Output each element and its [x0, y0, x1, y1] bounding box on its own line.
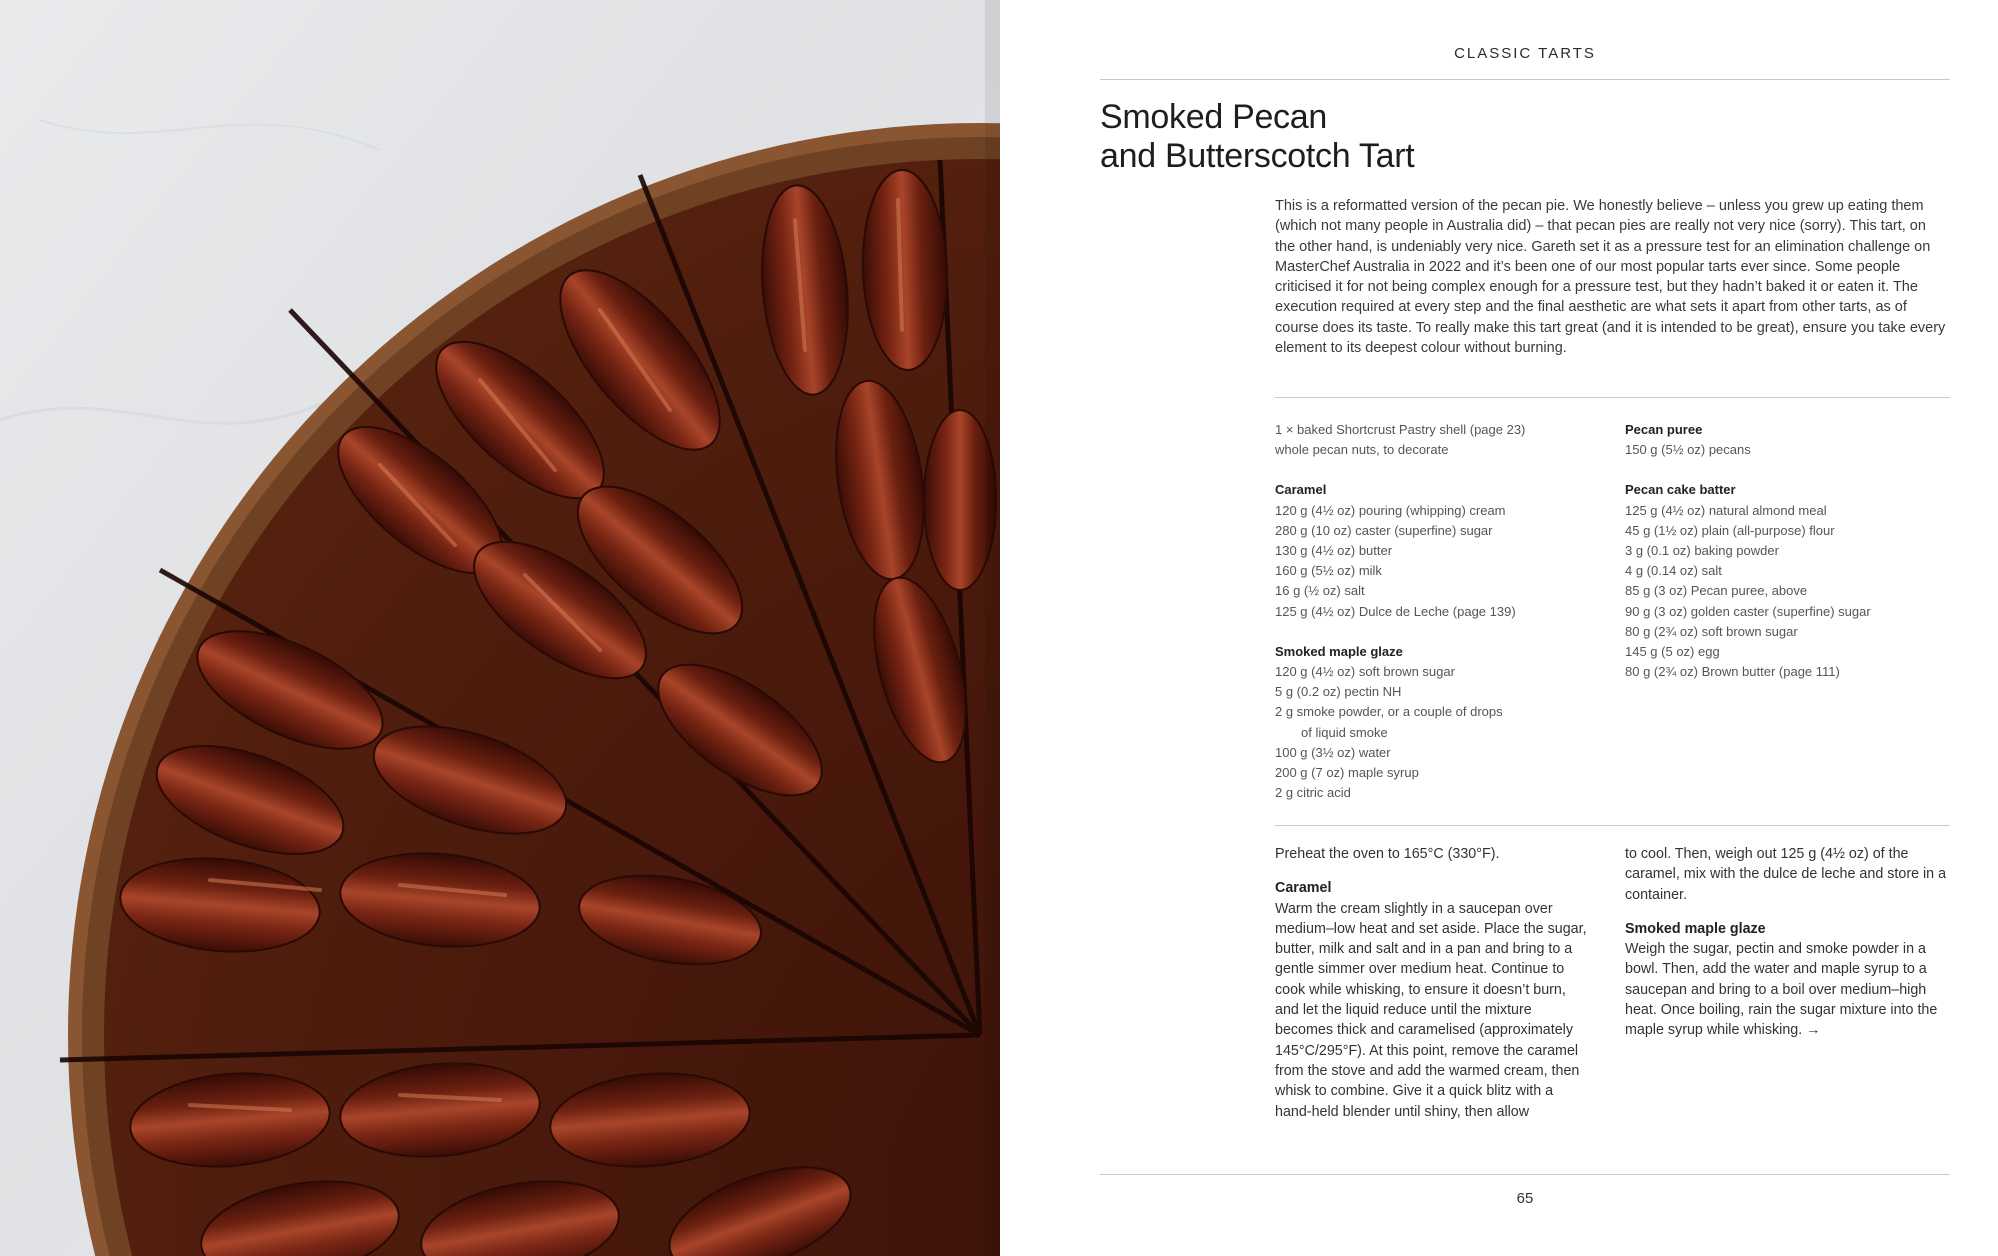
method-glaze-text: Weigh the sugar, pectin and smoke powder in a bowl. Then, add the water and maple syrup to a saucepan and bring to a boil over medium–high heat. Once boiling, rain the sugar mixture into the maple syrup while whisking. → — [1625, 941, 1938, 1039]
running-header: CLASSIC TARTS — [1454, 45, 1596, 62]
recipe-intro: This is a reformatted version of the pecan pie. We honestly believe – unless you grew up eating them (which not many people in Australia did) – that pecan pies are really not very nice (sorry). This tart, on the other hand, is undeniably very nice. Gareth set it as a pressure test for an elimination challenge on MasterChef Australia in 2022 and it’s been one of our most popular tarts ever since. Some people criticised it for not being complex enough for a pressure test, but they hadn’t baked it or eaten it. The execution required at every step and the final aesthetic are what sets it apart from other tarts, as of course does its taste. To really make this tart great (and it is intended to be great), ensure you take every element to its deepest colour without burning. — [1275, 198, 1946, 357]
ingredient-line: 125 g (4½ oz) Dulce de Leche (page 139) — [1275, 603, 1516, 619]
footer-rule — [1100, 1174, 1950, 1175]
ingredient-line: 1 × baked Shortcrust Pastry shell (page 23) — [1275, 422, 1526, 437]
ingredient-line: 150 g (5½ oz) pecans — [1625, 442, 1751, 458]
header-rule — [1100, 79, 1950, 80]
ingredient-line: 120 g (4½ oz) soft brown sugar — [1275, 664, 1455, 680]
ingredients-left-column — [1275, 420, 1605, 823]
recipe-page — [1000, 0, 1998, 1256]
ingredient-group-heading: Smoked maple glaze — [1275, 643, 1403, 659]
batter-ingredients — [1625, 480, 1950, 682]
ingredient-line: 280 g (10 oz) caster (superfine) sugar — [1275, 522, 1493, 538]
base-ingredients — [1275, 420, 1605, 460]
preheat-step: Preheat the oven to 165°C (330°F). — [1275, 846, 1500, 862]
method-heading-glaze: Smoked maple glaze — [1625, 920, 1766, 937]
title-line-2: and Butterscotch Tart — [1100, 137, 1415, 175]
ingredient-line: 2 g smoke powder, or a couple of drops — [1275, 704, 1503, 720]
method-heading-caramel: Caramel — [1275, 880, 1332, 897]
ingredient-line: of liquid smoke — [1301, 724, 1388, 740]
ingredient-line: 85 g (3 oz) Pecan puree, above — [1625, 583, 1808, 599]
glaze-ingredients — [1275, 642, 1605, 804]
ingredient-line: 100 g (3½ oz) water — [1275, 744, 1391, 760]
ingredient-line: 80 g (2¾ oz) Brown butter (page 111) — [1625, 664, 1840, 680]
ingredient-line: 130 g (4½ oz) butter — [1275, 543, 1393, 559]
ingredient-line: whole pecan nuts, to decorate — [1275, 442, 1449, 458]
ingredient-group-heading: Pecan puree — [1625, 422, 1703, 437]
ingredient-line: 45 g (1½ oz) plain (all-purpose) flour — [1625, 522, 1835, 538]
ingredient-line: 16 g (½ oz) salt — [1275, 583, 1365, 599]
ingredient-line: 80 g (2¾ oz) soft brown sugar — [1625, 623, 1798, 639]
title-line-1: Smoked Pecan — [1100, 98, 1327, 136]
ingredient-line: 120 g (4½ oz) pouring (whipping) cream — [1275, 502, 1506, 518]
ingredient-line: 2 g citric acid — [1275, 785, 1351, 801]
recipe-title — [1100, 98, 1700, 176]
page-number: 65 — [1516, 1190, 1534, 1207]
ingredient-line: 90 g (3 oz) golden caster (superfine) sugar — [1625, 603, 1871, 619]
method-caramel-continued: to cool. Then, weigh out 125 g (4½ oz) of the caramel, mix with the dulce de leche and store in a container. — [1625, 846, 1947, 903]
ingredient-line: 4 g (0.14 oz) salt — [1625, 563, 1722, 579]
ingredient-line: 160 g (5½ oz) milk — [1275, 563, 1382, 579]
ingredient-line: 5 g (0.2 oz) pectin NH — [1275, 684, 1402, 700]
method-right-column — [1625, 844, 1950, 1041]
method-caramel-text: Warm the cream slightly in a saucepan over medium–low heat and set aside. Place the sugar, butter, milk and salt and in a pan and bring to a gentle simmer over medium heat. Continue to cook while whisking, to ensure it doesn’t burn, and let the liquid reduce until the mixture becomes thick and caramelised (approximately 145°C/295°F). At this point, remove the caramel from the stove and add the warmed cream, then whisk to combine. Give it a quick blitz with a hand-held blender until shiny, then allow — [1275, 900, 1587, 1120]
ingredient-line: 200 g (7 oz) maple syrup — [1275, 765, 1419, 781]
ingredient-group-heading: Pecan cake batter — [1625, 482, 1736, 498]
ingredient-line: 125 g (4½ oz) natural almond meal — [1625, 502, 1827, 518]
intro-rule — [1275, 397, 1950, 398]
ingredients-right-column — [1625, 420, 1950, 702]
puree-ingredients — [1625, 420, 1950, 460]
method-left-column — [1275, 844, 1593, 1122]
ingredients-rule — [1275, 825, 1950, 826]
ingredient-group-heading: Caramel — [1275, 482, 1327, 498]
ingredient-line: 145 g (5 oz) egg — [1625, 644, 1720, 660]
ingredient-line: 3 g (0.1 oz) baking powder — [1625, 543, 1779, 559]
caramel-ingredients — [1275, 480, 1605, 621]
